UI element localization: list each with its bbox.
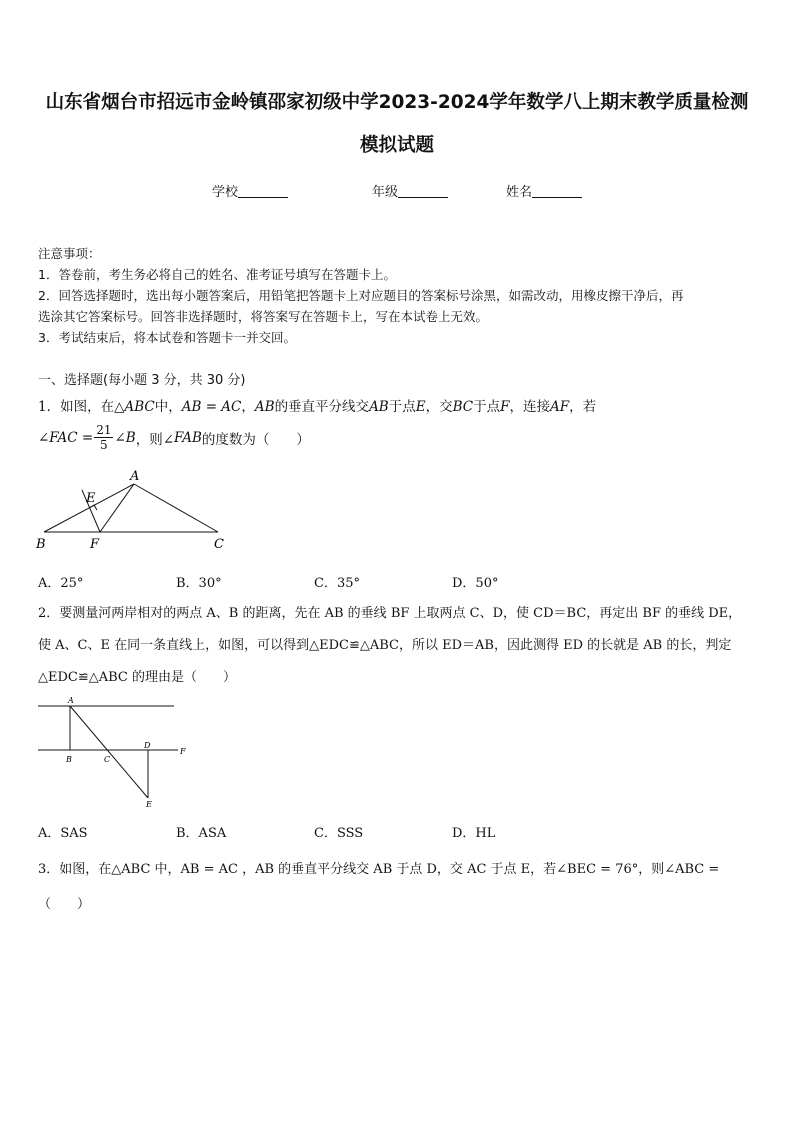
- option-d: D．50°: [452, 576, 499, 591]
- figure-q2: [34, 694, 194, 810]
- school-label: 学校: [212, 185, 239, 200]
- q1-math: ∠B: [114, 429, 136, 446]
- question-2-line-3: △EDC≌△ABC 的理由是（ ）: [38, 670, 237, 685]
- q1-math: FAB: [174, 429, 202, 446]
- name-label: 姓名: [506, 185, 533, 200]
- label-f: F: [180, 747, 186, 756]
- grade-field: [372, 181, 448, 200]
- q1-text: 的度数为（ ）: [201, 431, 310, 448]
- fraction-denominator: 5: [100, 438, 108, 452]
- notes-item: 3．考试结束后，将本试卷和答题卡一并交回。: [38, 330, 296, 345]
- label-a: A: [68, 696, 74, 705]
- q1-text: 于点: [388, 399, 416, 415]
- fraction: [94, 423, 113, 452]
- option-c: C．SSS: [314, 826, 364, 841]
- label-b: B: [66, 755, 72, 764]
- q1-math: AB = AC: [181, 399, 242, 415]
- name-field: [506, 181, 582, 200]
- q1-text: ，则∠: [135, 431, 175, 448]
- notes-item: 1．答卷前，考生务必将自己的姓名、准考证号填写在答题卡上。: [38, 267, 396, 282]
- school-field: [212, 181, 288, 200]
- q1-text: ，连接: [509, 399, 550, 415]
- question-1-line-1: [38, 395, 596, 415]
- name-blank: [532, 185, 582, 198]
- label-d: D: [144, 741, 151, 750]
- option-b: B．ASA: [176, 826, 227, 841]
- page-title-continued: 模拟试题: [359, 135, 434, 156]
- grade-blank: [398, 185, 448, 198]
- school-blank: [238, 185, 288, 198]
- question-3-line-2: （ ）: [38, 897, 91, 912]
- q1-math: AB: [369, 399, 389, 415]
- section-heading: 一、选择题(每小题 3 分，共 30 分): [38, 373, 246, 388]
- q1-text: ，若: [569, 399, 597, 415]
- q1-text: ，: [241, 399, 255, 415]
- q1-text: 于点: [473, 399, 501, 415]
- label-e: E: [86, 491, 96, 506]
- q1-math: AF: [549, 399, 570, 415]
- option-d: D．HL: [452, 826, 496, 841]
- label-c: C: [104, 755, 111, 764]
- label-a: A: [130, 469, 140, 484]
- q1-math: BC: [452, 399, 474, 415]
- figure-q1: [32, 466, 232, 556]
- q1-math: E: [415, 399, 426, 415]
- option-a: A．SAS: [38, 826, 88, 841]
- notes-item: 选涂其它答案标号。回答非选择题时，将答案写在答题卡上，写在本试卷上无效。: [38, 309, 489, 324]
- label-e: E: [146, 800, 152, 809]
- fraction-numerator: 21: [96, 423, 112, 437]
- label-c: C: [214, 537, 224, 552]
- notes-block: [38, 243, 683, 348]
- notes-heading: 注意事项：: [38, 246, 101, 261]
- page-title: 山东省烟台市招远市金岭镇邵家初级中学2023-2024学年数学八上期末教学质量检测: [45, 92, 749, 113]
- label-f: F: [90, 537, 100, 552]
- q1-text: ，交: [425, 399, 453, 415]
- q1-math: AB: [254, 399, 275, 415]
- segment-af: [100, 484, 134, 532]
- option-c: C．35°: [314, 576, 360, 591]
- q1-math: F: [500, 399, 510, 415]
- label-b: B: [36, 537, 46, 552]
- q1-text: 中，: [154, 399, 182, 415]
- question-3-line-1: 3．如图，在△ABC 中，AB = AC ，AB 的垂直平分线交 AB 于点 D，交 AC 于点 E，若∠BEC = 76°，则∠ABC =: [38, 862, 720, 877]
- q1-math: ∠FAC =: [38, 429, 94, 446]
- question-1-line-2: [38, 423, 310, 452]
- q1-text: 的垂直平分线交: [274, 399, 370, 415]
- q1-math: △ABC: [114, 399, 155, 415]
- question-2-line-1: 2．要测量河两岸相对的两点 A、B 的距离，先在 AB 的垂线 BF 上取两点 C、D，使 CD＝BC，再定出 BF 的垂线 DE，: [38, 606, 742, 621]
- q1-text: 1．如图，在: [38, 399, 115, 415]
- notes-item: 2．回答选择题时，选出每小题答案后，用铅笔把答题卡上对应题目的答案标号涂黑，如需改动，用橡皮擦干净后，再: [38, 288, 684, 303]
- option-a: A．25°: [38, 576, 84, 591]
- question-2-line-2: 使 A、C、E 在同一条直线上，如图，可以得到△EDC≌△ABC，所以 ED＝AB，因此测得 ED 的长就是 AB 的长，判定: [38, 638, 732, 653]
- grade-label: 年级: [372, 185, 399, 200]
- segment-ac: [134, 484, 218, 532]
- option-b: B．30°: [176, 576, 222, 591]
- segment-ae: [70, 706, 148, 798]
